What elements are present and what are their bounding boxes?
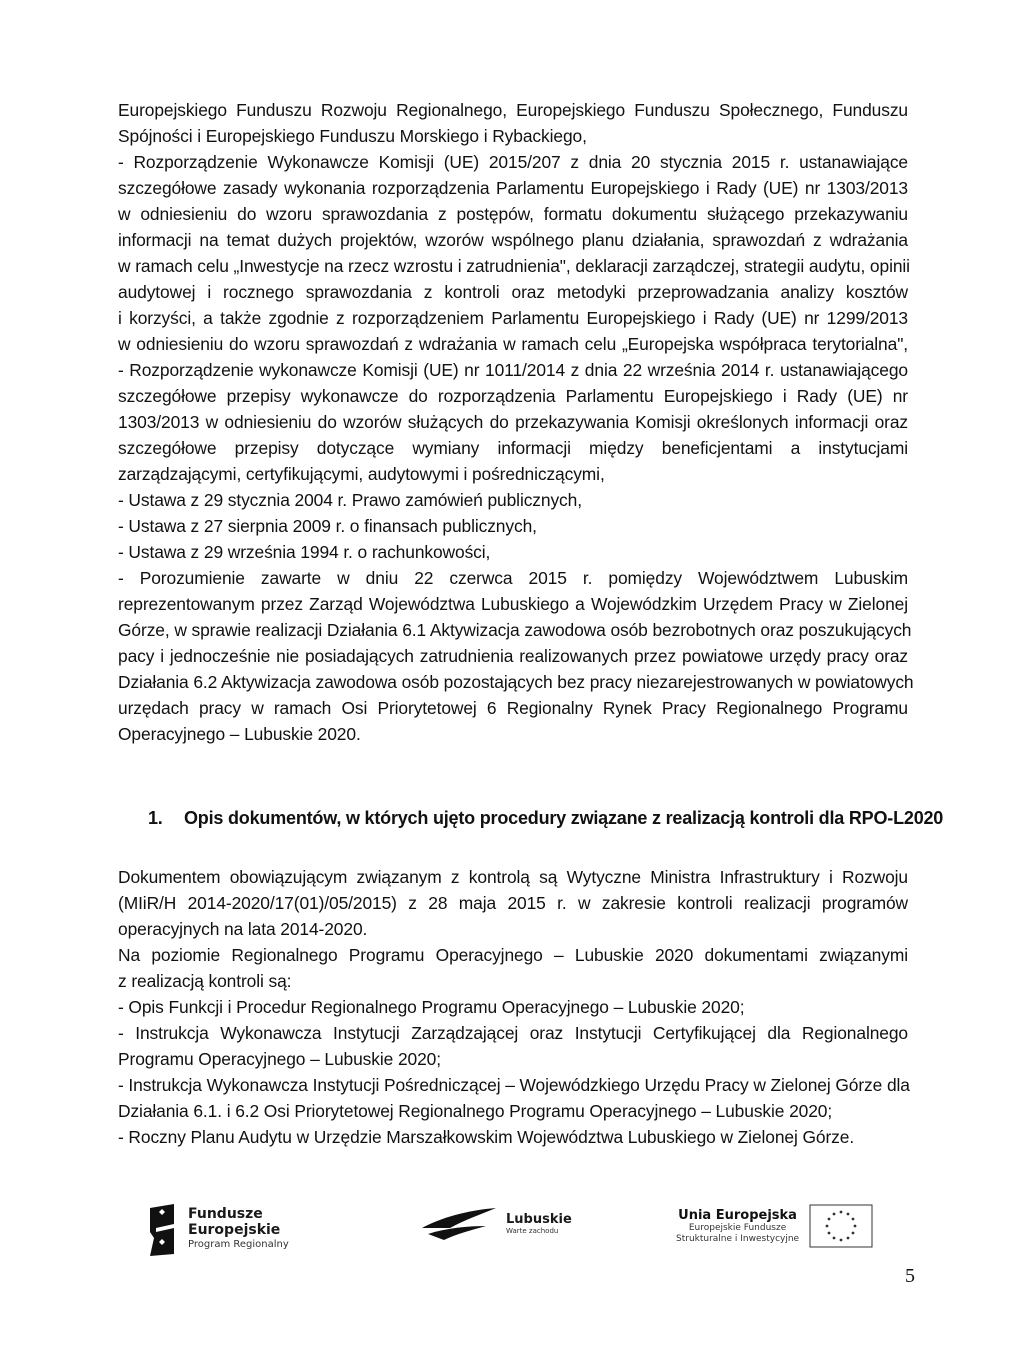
body-line: - Ustawa z 29 stycznia 2004 r. Prawo zamówień publicznych, [118,490,582,510]
ue-subtitle-1: Europejskie Fundusze [688,1222,787,1233]
fe-flag-icon [146,1202,178,1256]
section-line: z realizacją kontroli są: [118,971,292,991]
lubuskie-name: Lubuskie [506,1211,572,1227]
body-line: - Ustawa z 27 sierpnia 2009 r. o finansach publicznych, [118,516,537,536]
section-line: operacyjnych na lata 2014-2020. [118,919,368,939]
body-line: w odniesieniu do wzoru sprawozdań z wdrażania w ramach celu „Europejska współpraca terytorialna", [118,334,908,354]
body-line: informacji na temat dużych projektów, wzorów wspólnego planu działania, sprawozdań z wdrażania [118,230,908,250]
fe-subtitle: Program Regionalny [188,1239,289,1250]
fe-title-2: Europejskie [188,1222,281,1238]
body-line: i korzyści, a także zgodnie z rozporządzeniem Parlamentu Europejskiego i Rady (UE) nr 1299/2013 [118,308,908,328]
fundusze-europejskie-logo [146,1202,289,1256]
body-line: audytowej i rocznego sprawozdania z kontroli oraz metodyki przeprowadzania analizy kosztów [118,282,908,302]
body-line: - Porozumienie zawarte w dniu 22 czerwca 2015 r. pomiędzy Województwem Lubuskim [118,568,908,588]
body-line: w ramach celu „Inwestycje na rzecz wzrostu i zatrudnienia", deklaracji zarządczej, strategii audytu, opinii [118,256,910,276]
lubuskie-wing-icon [420,1204,500,1244]
body-line: reprezentowanym przez Zarząd Województwa Lubuskiego a Wojewódzkim Urzędem Pracy w Zielonej [118,594,908,614]
section-line: - Opis Funkcji i Procedur Regionalnego Programu Operacyjnego – Lubuskie 2020; [118,997,745,1017]
section-number: 1. [148,808,163,828]
section-line: - Instrukcja Wykonawcza Instytucji Zarządzającej oraz Instytucji Certyfikującej dla Regionalnego [118,1023,908,1043]
body-line: Działania 6.2 Aktywizacja zawodowa osób pozostających bez pracy niezarejestrowanych w powiatowych [118,672,914,692]
body-line: Operacyjnego – Lubuskie 2020. [118,724,361,744]
body-line: - Ustawa z 29 września 1994 r. o rachunkowości, [118,542,491,562]
body-line: 1303/2013 w odniesieniu do wzorów służących do przekazywania Komisji określonych informacji oraz [118,412,908,432]
body-line: szczegółowe przepisy dotyczące wymiany informacji między beneficjentami a instytucjami [118,438,908,458]
lubuskie-logo [420,1204,572,1244]
body-line: Spójności i Europejskiego Funduszu Morskiego i Rybackiego, [118,126,587,146]
body-line: Europejskiego Funduszu Rozwoju Regionalnego, Europejskiego Funduszu Społecznego, Funduszu [118,100,908,120]
body-line: - Rozporządzenie Wykonawcze Komisji (UE) 2015/207 z dnia 20 stycznia 2015 r. ustanawiające [118,152,908,172]
section-line: - Roczny Planu Audytu w Urzędzie Marszałkowskim Województwa Lubuskiego w Zielonej Górze. [118,1127,855,1147]
lubuskie-tagline: Warte zachodu [506,1226,559,1235]
body-line: - Rozporządzenie wykonawcze Komisji (UE) nr 1011/2014 z dnia 22 września 2014 r. ustanawiającego [118,360,908,380]
body-line: szczegółowe przepisy wykonawcze do rozporządzenia Parlamentu Europejskiego i Rady (UE) nr [118,386,908,406]
body-line: Górze, w sprawie realizacji Działania 6.1 Aktywizacja zawodowa osób bezrobotnych oraz poszukujących [118,620,912,640]
section-line: - Instrukcja Wykonawcza Instytucji Pośredniczącej – Wojewódzkiego Urzędu Pracy w Zielonej Górze dla [118,1075,910,1095]
unia-europejska-logo [676,1204,873,1248]
section-heading [148,803,944,833]
body-line: w odniesieniu do wzoru sprawozdania z postępów, formatu dokumentu służącego przekazywaniu [118,204,908,224]
footer-logos [0,1190,1024,1270]
section-line: Działania 6.1. i 6.2 Osi Priorytetowej Regionalnego Programu Operacyjnego – Lubuskie 2020; [118,1101,833,1121]
body-line: pacy i jednocześnie nie posiadających zatrudnienia realizowanych przez powiatowe urzędy pracy oraz [118,646,908,666]
body-line: zarządzającymi, certyfikującymi, audytowymi i pośredniczącymi, [118,464,605,484]
ue-title: Unia Europejska [678,1207,797,1223]
eu-flag-icon [809,1204,873,1248]
section-line: (MIiR/H 2014-2020/17(01)/05/2015) z 28 maja 2015 r. w zakresie kontroli realizacji programów [118,893,908,913]
section-line: Na poziomie Regionalnego Programu Operacyjnego – Lubuskie 2020 dokumentami związanymi [118,945,908,965]
body-line: urzędach pracy w ramach Osi Priorytetowej 6 Regionalny Rynek Pracy Regionalnego Programu [118,698,908,718]
fe-title-1: Fundusze [188,1206,263,1222]
section-title: Opis dokumentów, w których ujęto procedury związane z realizacją kontroli dla RPO-L2020 [184,808,944,828]
section-line: Programu Operacyjnego – Lubuskie 2020; [118,1049,441,1069]
ue-subtitle-2: Strukturalne i Inwestycyjne [676,1233,800,1244]
section-line: Dokumentem obowiązującym związanym z kontrolą są Wytyczne Ministra Infrastruktury i Rozwoju [118,867,908,887]
body-line: szczegółowe zasady wykonania rozporządzenia Parlamentu Europejskiego i Rady (UE) nr 1303/2013 [118,178,908,198]
page-number: 5 [905,1265,915,1287]
